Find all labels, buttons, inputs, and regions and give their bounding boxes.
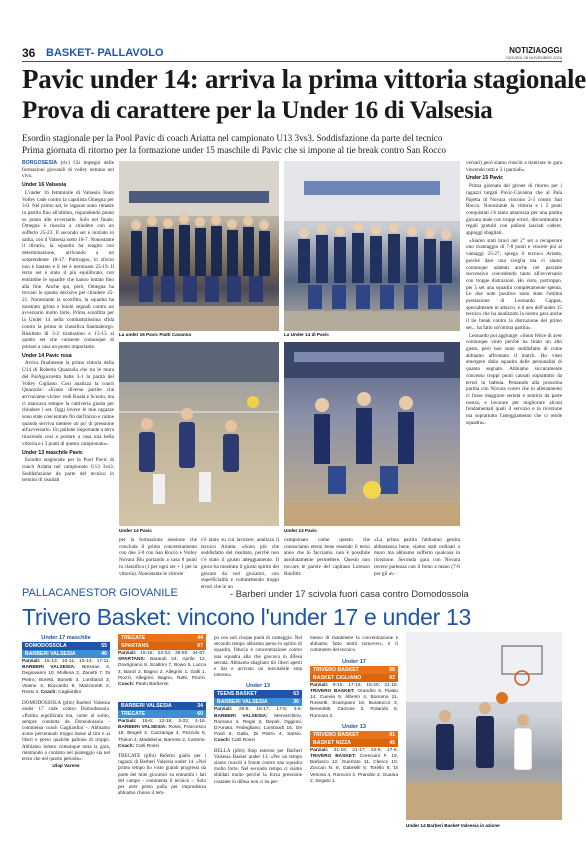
team-row-home: TRIVERO BASKET 66 xyxy=(310,666,398,674)
article2-kicker: - Barberi under 17 scivola fuori casa contro Domodossola xyxy=(230,588,469,599)
newspaper-logo: NOTIZIAOGGI xyxy=(509,46,562,55)
paragraph: messo di mantenere la concentrazione e abbiamo fatto molti turnover», è il commento del tecnico. xyxy=(310,635,398,654)
team-row-home: DOMODOSSOLA 55 xyxy=(22,642,110,650)
game-info: Parziali: 9-15; 17-16; 15-20; 21-18. TRIVERO BASKET: Grandini 5, Piasio 14, Cuevia 9, Alberin 4, Bonomo 11, Rossetti, Scampami 16, Buratucco 3, Benedetti, Caizone 3, Rolando 8, Roncaro 2. xyxy=(310,682,398,719)
subhead-under16: Under 16 Valsesia xyxy=(22,182,67,189)
photo-caption: Under 14 Barberi Basket Valsesia in azione xyxy=(406,823,500,828)
section-title: BASKET- PALLAVOLO xyxy=(46,47,164,59)
article2-headline: Trivero Basket: vincono l'under 17 e under 13 xyxy=(22,604,472,630)
team-row-away: BASKET CIGLIANO 62 xyxy=(310,674,398,682)
team-photo-under16 xyxy=(119,161,279,331)
photo-caption: Under 14 Pavic xyxy=(119,528,152,533)
game-category: Under 17 xyxy=(342,658,366,665)
subheadline-2: Prima giornata di ritorno per la formazione under 15 maschile di Pavic che si impone al tie break contro San Rocco xyxy=(22,145,447,155)
paragraph: Prima giornata del girone di ritorno per i ragazzi targati Pavic-Cavanna che al Pala Pajetta di Novara vincono 2-3 contro San Rocco. Nonostante la vittoria e i 2 punti conquistati c'è tanta amarezza per una partita giocata male con troppi errori, discontinuità e regali gratuiti con palloni lasciati cadere, appoggi sbagliati. xyxy=(466,183,562,237)
team-row-home: TRECATE 44 xyxy=(118,634,206,642)
article1-column-4-bottom: campionato come questo che conosciamo eterni bene essendo il terzo anno che lo facciamo, non è possibile assolutamente permettere. Questo non toccare le parole del capitano Lorenzo Bonfitti: xyxy=(284,537,370,577)
team-photo-under13-graphic xyxy=(284,342,460,526)
photo-caption: La Under 14 di Pavic xyxy=(284,332,329,337)
paragraph: Esordio stagionale per la Pool Pavic di coach Ariatta nel campionato U13 3vs3. Soddisfazione da parte del tecnico in termini di risultati xyxy=(22,457,114,484)
page-number: 36 xyxy=(22,46,36,60)
article1-column-right xyxy=(466,160,562,580)
paragraph: versari) però siamo riusciti a rientrare in gara vincendo tutti e 3 i parziali». xyxy=(466,160,562,173)
photo-caption: La under 16 Pavic Piatti Cavanna xyxy=(119,332,191,337)
game-card-barberi-trecate xyxy=(118,702,206,796)
subheadline-1: Esordio stagionale per la Pool Pavic di coach Ariatta nel campionato U13 3vs3. Soddisfazione da parte del tecnico xyxy=(22,133,443,143)
game-info: Parziali: 25-8; 18-17; 17-6; 3-8. BARBERI VALSESIA: Mervarchino, Romano 4, Regis 2, Depoli, Oggioni, D'Amato, Fedegliano, Lombardi 16, De Paoli 5, Gallo, Di Pietro 4, Sarsio. Coach: Carli Rossi xyxy=(214,707,302,744)
game-info: Parziali: 31-16; 21-17; 22-6; 17-6. TRIVERO BASKET: Cresciani F. 19, Barlusco 12, Guerrato 11, Clerico 10, Zoccan N. 8, Gabrielli 8, Torello 8, Di Venosa 4, Ronconi 4, Prandini 2, Guaina 2, Segato 1. xyxy=(310,747,398,784)
action-photo-under14 xyxy=(119,342,279,526)
team-row-away: BARBERI VALSESIA 36 xyxy=(214,698,302,706)
page-header xyxy=(22,46,562,60)
game-category: Under 13 xyxy=(246,683,270,690)
game-info: Parziali: 15-15; 23-34; 35-50; 44-67. SPARTANS: Barandi 24, Aprile 12, Dovrignano 8, Scaltrini 7, Bowo 5, Lucca 4, Banzi 2, Bagno 2, Allegrini 1, Galli 1, Piozzi, Allegrini, Bagno, Ratti, Piozzi. Coach: Paolo Barberini xyxy=(118,651,206,688)
game-info: Parziali: 15-13; 10-11; 15-14; 17-11. BARBERI VALSESIA: Bressan 3, Degiovanni 10, Mollena 2, Zanetti 7, Di Pietro, Boretti, Bonetti 3, Lombardi 3, Viasne 3, Boccardo 9, Mazzonetti 2, Rossi 4. Coach: Cagliardini xyxy=(22,659,110,696)
basketball-action-photo xyxy=(406,632,562,820)
article1-column-1: BORGOSESIA (rlv) Gli impegni delle formazioni giovanili di volley entrano nel vivo. Under 16 Valsesia L'under 16 femminile di Valsesia Team Volley cade contro la capolista Omegna per 3-0. Nel primo set, le ragazze sono rimaste in partita fino all'ultimo, rispondendo punto su punto alle avversarie. Solo nel finale, Omegna è riuscita a chiudere con un sofferto 25-23. Il secondo set è iniziato in salita, con il Valsesia sotto 18-7. Nonostante il divario, la squadra ha reagito con determinazione, arrivando a un sorprendente 18-17. Purtroppo, lo sforzo non è bastato e il set è terminato 25-19. Il terzo set è stato il più equilibrato, con entrambe le squadre che hanno lottato fino alla fine. Anche qui, però, Omegna ha trovato lo spunto decisivo per chiudere 25-21. Nonostante la sconfitta, la squadra ha mostrato grinta e buoni segnali contro un avversario molto forte. Prima sconfitta per la Under 14 nella combattutissima sfida contro la prima in classifica Sanmaborgo. Risultato di 3-2 tiratissimo e 15-13 al quinto set che consente comunque di portare a casa un punto importante. Under 14 Pavic rosa Arriva finalmente la prima vittoria della U14 di Roberta Quazzola che tra le mura del PalAgucoretta batte 3-1 la parità del Volley Cigliano. Così analizza la coach Quazzola: «Erano diverse partite che arrivavamo vicine: vedi Koala e Scuolo, ma ci mancava sempre la cattiveria giusta per chiudere i set. Oggi invece le mie ragazze sono state concentrate fin dall'inizio e calme quando serviva mettere un po' di pressione all'avversario. Un pallone importante a terra riuscendo così a portare a casa una bella vittoria e i 3 punti di questo campionato». Under 13 maschile Pavic Esordio stagionale per la Pool Pavic di coach Ariatta nel campionato U13 3vs3. Soddisfazione da parte del tecnico in termini di risultati xyxy=(22,160,115,484)
article2-column-d xyxy=(310,634,398,785)
photo-caption: Under 13 Pavic xyxy=(284,528,317,533)
subhead-under15: Under 15 Pavic xyxy=(466,175,504,182)
game-report: BELLA (pfm) Stop esterno per Barberi Valsesia Basket under 13. «Per un tempo siamo riusciti a fronte contro una squadra molto forte. Nel secondo tempo ci siamo sfaldati molto perché la forza pressione costante in difesa non ci ha per- xyxy=(214,747,302,785)
subhead-under13: Under 13 maschile Pavic xyxy=(22,449,83,456)
paragraph: Leonardo poi aggiunge: «Sono felice di aver comunque vinto perché ha tirato un alto gusto, però non sono soddisfatto di come abbiamo affrontato il match. Ho visto emergere dalla squadra delle personalità di quanto segnato. Abbiamo siccuramente concesso troppi punti causati soprattutto da errori in battuta. Pensando alla prossima partita con Novara vorrei che in allenamento ci fosse maggiore serietà e sentirsi da parte nostra, e lavorare per migliorare alcuni fondamentali quali il servizio e la ricezione ma soprattutto l'atteggiamento che ci rende squadra». xyxy=(466,332,562,426)
paragraph: L'under 16 femminile di Valsesia Team Volley cade contro la capolista Omegna per 3-0. Nel primo set, le ragazze sono rimaste in partita fino all'ultimo, rispondendo punto su punto alle avversarie. Solo nel finale, Omegna è riuscita a chiudere con un sofferto 25-23. Il secondo set è iniziato in salita, con il Valsesia sotto 18-7. Nonostante il divario, la squadra ha reagito con determinazione, arrivando a un sorprendente 18-17. Purtroppo, lo sforzo non è bastato e il set è terminato 25-19. Il terzo set è stato il più equilibrato, con entrambe le squadre che hanno lottato fino alla fine. Anche qui, però, Omegna ha trovato lo spunto decisivo per chiudere 25-21. Nonostante la sconfitta, la squadra ha mostrato grinta e buoni segnali contro un avversario molto forte. Prima sconfitta per la Under 14 nella combattutissima sfida contro la prima in classifica Sanmaborgo. Risultato di 3-2 tiratissimo e 15-13 al quinto set che consente comunque di portare a casa un punto importante. xyxy=(22,189,114,350)
game-card-under17-domodossola xyxy=(22,634,110,770)
article1-column-2-bottom: per la formazione sessione che concluda il primo concentramento con due 3-0 con San Rocco e Volley Novara Blu portando a casa 8 punti in classifica (1 per ogni set + 1 per la vittoria). Nonostante le vittorie xyxy=(119,537,197,577)
team-row-home: TRIVERO BASKET 91 xyxy=(310,731,398,739)
team-photo-under13 xyxy=(284,342,460,526)
game-report: TRECATE (pfm) Referto giallo per i ragazzi di Barberi Valsesia under 14. «Nel primo tempo ho visto grandi progressi da parte dei miei giocatori su entrambi i lati del campo - commenta il tecnico -. Solo per aver perso palla per imprudenza abbiamo chiuso il tem- xyxy=(118,753,206,797)
article1-column-3-bottom: c'è tanto su cui lavorare, analizza il tecnico Ariatta. «Sono più che soddisfatto del risultato, perché non c'è stato il giusto atteggiamento. Il gioco ha mostrato il giusto spirito del giocare da veri giocatori, con superficialità e commettendo troppi errori che in un xyxy=(201,537,279,590)
team-row-away: BARBERI VALSESIA 46 xyxy=(22,650,110,658)
paragraph: «Siamo stati bravi nel 2° set a recuperare uno svantaggio di 7-8 punti e vincere poi ai vantaggi 25-27, spiega il tecnico Ariatta, poiché dare una sveglia ma ci siamo comunque adattati anche nel parziale successivo concedendo tanto all'avversario con troppe distrazioni. Ho visto, purtroppo, per 5 set una squadra completamente spenta. Le due note positive sono state l'ottima prestazione di Leonardo Cappas, specialmente in attacco, e il neo dell'under 15 tecnico che ha analizzato la nostra gara anche il tie break contro la distruzione del primo set... ha fatto un'ottima partita». xyxy=(466,237,562,331)
team-photo-under14-graphic xyxy=(284,161,460,331)
game-category: Under 17 maschile xyxy=(41,635,91,641)
team-row-away: TRECATE 60 xyxy=(118,710,206,718)
article2-banner xyxy=(22,584,562,602)
game-card-trecate-spartans xyxy=(118,634,206,688)
team-photo-under16-graphic xyxy=(119,161,279,331)
subhead-under14: Under 14 Pavic rosa xyxy=(22,352,72,359)
game-report: DOMODOSSOLA (pfm) Barberi Valsesia under 17 cade contro Domodossola. «Partita equilibrata ma, come al solito, sempre condotta da Domodossola - commenta coach Gagliardini -. Abbiamo avuto percentuali troppo basse al tiro e ai liberi e perso qualche pallone di troppo. Abbiamo lottato comunque tutta la gara, rientrando a contatto nel punteggio sia nel terzo che nel quarto periodo». xyxy=(22,700,110,763)
dateline: BORGOSESIA xyxy=(22,160,58,166)
game-info: Parziali: 15-6; 12-18; 3-22; 4-16. BARBERI VALSESIA: Rossi, Francesco 18, Bingeli 2, Cazzaniga 4, Pezzulo 8, Thirion 4, Madeliena, Barrese 2, Cartone. Coach: Carli Rossi xyxy=(118,719,206,749)
team-row-home: BARBERI VALSESIA 34 xyxy=(118,702,206,710)
action-photo-under14-graphic xyxy=(119,342,279,526)
game-category: Under 13 xyxy=(342,723,366,730)
article1-column-5-bottom: «La prima partita l'abbiamo gestita abbastanza bene, siamo stati ordinati a muro ma abbiamo sofferto qualcosa in ricezione. Seconda gara con Novara invece partenza con il freno a mano (7-0 per gli av- xyxy=(374,537,460,577)
paragraph: Arriva finalmente la prima vittoria della U14 di Roberta Quazzola che tra le mura del PalAgucoretta batte 3-1 la parità del Volley Cigliano. Così analizza la coach Quazzola: «Erano diverse partite che arrivavamo vicine: vedi Koala e Scuolo, ma ci mancava sempre la cattiveria giusta per chiudere i set. Oggi invece le mie ragazze sono state concentrate fin dall'inizio e calme quando serviva mettere un po' di pressione all'avversario. Un pallone importante a terra riuscendo così a portare a casa una bella vittoria e i 3 punti di questo campionato». xyxy=(22,360,114,447)
article2-section: PALLACANESTOR GIOVANILE xyxy=(22,587,178,599)
team-photo-under14 xyxy=(284,161,460,331)
paragraph: po con soli cinque punti di vantaggio. Nel secondo tempo abbiamo perso lo spirito di squadra, fiducia e concentrazione contro una squadra alla che giocava in difesa serrata. Abbiamo sbagliato tiri liberi aperti e dai e arrivato un inevitabile stop interno». xyxy=(214,635,302,679)
report-credit: Ulap Varese xyxy=(52,764,80,770)
team-row-home: TEENS BASKET 63 xyxy=(214,690,302,698)
team-row-away: BASKET NIZZA 45 xyxy=(310,739,398,747)
article2-column-c xyxy=(214,634,302,785)
headline-2: Prova di carattere per la Under 16 di Valsesia xyxy=(22,97,493,124)
team-row-away: SPARTANS 67 xyxy=(118,642,206,650)
headline-1: Pavic under 14: arriva la prima vittoria stagionale xyxy=(22,64,586,94)
header-rule xyxy=(22,61,562,62)
basketball-action-photo-graphic xyxy=(406,632,562,820)
publication-date: GIOVEDÌ 28 NOVEMBRE 2024 xyxy=(505,55,562,60)
